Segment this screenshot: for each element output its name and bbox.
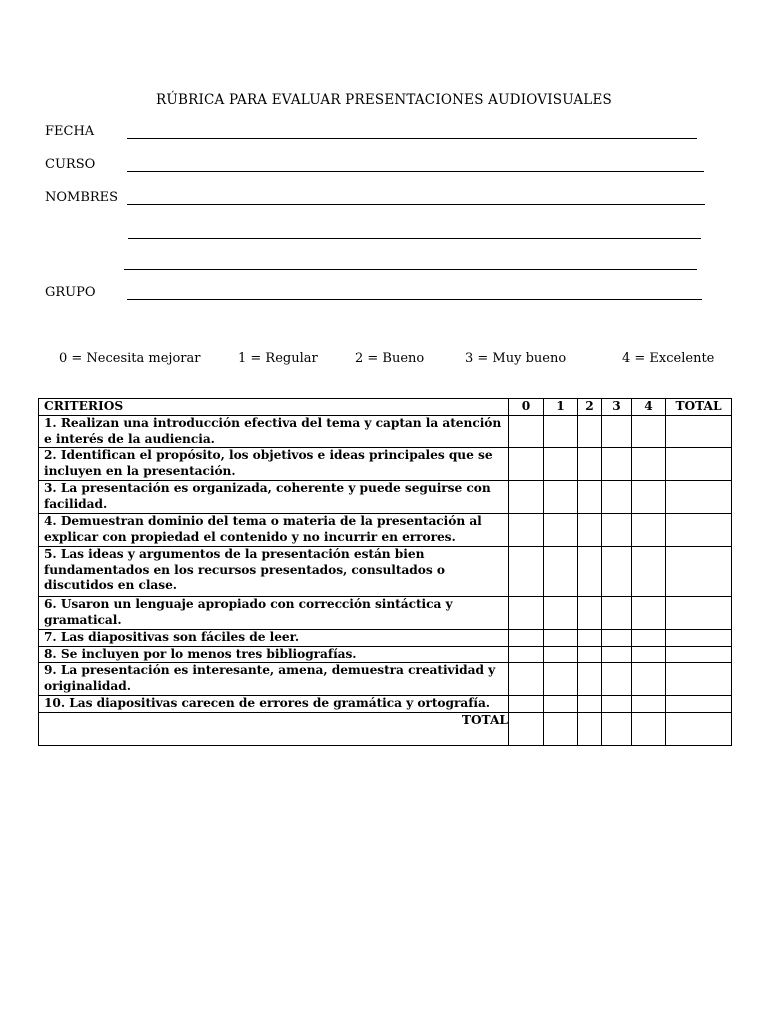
score-cell-1[interactable]: [544, 416, 578, 448]
total-cell-2[interactable]: [578, 712, 602, 745]
table-row: [39, 416, 732, 448]
header-total: TOTAL: [666, 399, 732, 416]
curso-line[interactable]: [127, 171, 704, 172]
score-cell-0[interactable]: [509, 547, 544, 597]
score-cell-4[interactable]: [632, 547, 666, 597]
header-4: 4: [632, 399, 666, 416]
score-cell-4[interactable]: [632, 481, 666, 514]
nombres-line-1[interactable]: [127, 204, 705, 205]
score-cell-2[interactable]: [578, 597, 602, 630]
score-cell-total[interactable]: [666, 448, 732, 481]
grupo-line[interactable]: [127, 299, 702, 300]
score-cell-2[interactable]: [578, 630, 602, 647]
score-cell-4[interactable]: [632, 514, 666, 547]
table-row: [39, 448, 732, 481]
criterion-text: 6. Usaron un lenguaje apropiado con corrección sintáctica y gramatical.: [39, 597, 509, 630]
score-cell-1[interactable]: [544, 481, 578, 514]
score-cell-total[interactable]: [666, 514, 732, 547]
table-row: [39, 597, 732, 630]
header-1: 1: [544, 399, 578, 416]
rubric-table: [38, 398, 732, 746]
score-cell-4[interactable]: [632, 630, 666, 647]
score-cell-3[interactable]: [602, 597, 632, 630]
score-cell-4[interactable]: [632, 448, 666, 481]
criterion-text: 10. Las diapositivas carecen de errores de gramática y ortografía.: [39, 696, 509, 713]
score-cell-3[interactable]: [602, 448, 632, 481]
nombres-label: NOMBRES: [45, 190, 119, 205]
score-cell-0[interactable]: [509, 597, 544, 630]
scale-1: 1 = Regular: [238, 351, 318, 366]
score-cell-3[interactable]: [602, 630, 632, 647]
score-cell-total[interactable]: [666, 646, 732, 663]
score-cell-3[interactable]: [602, 547, 632, 597]
score-cell-total[interactable]: [666, 481, 732, 514]
score-cell-2[interactable]: [578, 481, 602, 514]
score-cell-1[interactable]: [544, 514, 578, 547]
criterion-text: 2. Identifican el propósito, los objetivos e ideas principales que se incluyen en la presentación.: [39, 448, 509, 481]
criterion-text: 1. Realizan una introducción efectiva del tema y captan la atención e interés de la audiencia.: [39, 416, 509, 448]
score-cell-total[interactable]: [666, 416, 732, 448]
criterion-text: 3. La presentación es organizada, coherente y puede seguirse con facilidad.: [39, 481, 509, 514]
criterion-text: 4. Demuestran dominio del tema o materia de la presentación al explicar con propiedad el contenido y no incurrir en errores.: [39, 514, 509, 547]
total-cell-0[interactable]: [509, 712, 544, 745]
score-cell-4[interactable]: [632, 597, 666, 630]
nombres-line-2[interactable]: [128, 238, 701, 239]
total-label: TOTAL: [39, 712, 509, 745]
score-cell-total[interactable]: [666, 663, 732, 696]
score-cell-2[interactable]: [578, 646, 602, 663]
total-row: [39, 712, 732, 745]
criterion-text: 5. Las ideas y argumentos de la presentación están bien fundamentados en los recursos presentados, consultados o discutidos en clase.: [39, 547, 509, 597]
score-cell-total[interactable]: [666, 547, 732, 597]
score-cell-3[interactable]: [602, 646, 632, 663]
table-row: [39, 630, 732, 647]
header-3: 3: [602, 399, 632, 416]
score-cell-1[interactable]: [544, 448, 578, 481]
score-cell-0[interactable]: [509, 696, 544, 713]
scale-4: 4 = Excelente: [622, 351, 715, 366]
score-cell-1[interactable]: [544, 597, 578, 630]
criterion-text: 9. La presentación es interesante, amena, demuestra creatividad y originalidad.: [39, 663, 509, 696]
score-cell-0[interactable]: [509, 663, 544, 696]
score-cell-0[interactable]: [509, 630, 544, 647]
grupo-label: GRUPO: [45, 285, 96, 300]
score-cell-3[interactable]: [602, 514, 632, 547]
fecha-label: FECHA: [45, 124, 95, 139]
score-cell-1[interactable]: [544, 630, 578, 647]
score-cell-total[interactable]: [666, 597, 732, 630]
table-row: [39, 514, 732, 547]
curso-label: CURSO: [45, 157, 96, 172]
header-0: 0: [509, 399, 544, 416]
header-criterios: CRITERIOS: [39, 399, 509, 416]
total-cell-4[interactable]: [632, 712, 666, 745]
nombres-line-3[interactable]: [124, 269, 697, 270]
score-cell-1[interactable]: [544, 547, 578, 597]
scale-3: 3 = Muy bueno: [465, 351, 567, 366]
total-cell-3[interactable]: [602, 712, 632, 745]
score-cell-4[interactable]: [632, 416, 666, 448]
total-cell-total[interactable]: [666, 712, 732, 745]
criterion-text: 7. Las diapositivas son fáciles de leer.: [39, 630, 509, 647]
score-cell-3[interactable]: [602, 696, 632, 713]
scale-0: 0 = Necesita mejorar: [59, 351, 201, 366]
score-cell-0[interactable]: [509, 481, 544, 514]
score-cell-0[interactable]: [509, 646, 544, 663]
score-cell-1[interactable]: [544, 663, 578, 696]
score-cell-2[interactable]: [578, 416, 602, 448]
scale-2: 2 = Bueno: [355, 351, 425, 366]
score-cell-4[interactable]: [632, 646, 666, 663]
score-cell-3[interactable]: [602, 663, 632, 696]
table-header-row: [39, 399, 732, 416]
fecha-line[interactable]: [127, 138, 697, 139]
table-row: [39, 663, 732, 696]
score-cell-total[interactable]: [666, 630, 732, 647]
score-cell-2[interactable]: [578, 448, 602, 481]
score-cell-2[interactable]: [578, 547, 602, 597]
table-row: [39, 696, 732, 713]
score-cell-3[interactable]: [602, 481, 632, 514]
score-cell-4[interactable]: [632, 696, 666, 713]
total-cell-1[interactable]: [544, 712, 578, 745]
score-cell-1[interactable]: [544, 696, 578, 713]
table-row: [39, 646, 732, 663]
page-title: RÚBRICA PARA EVALUAR PRESENTACIONES AUDIOVISUALES: [156, 92, 612, 108]
table-row: [39, 547, 732, 597]
score-cell-4[interactable]: [632, 663, 666, 696]
table-row: [39, 481, 732, 514]
score-cell-2[interactable]: [578, 696, 602, 713]
score-cell-total[interactable]: [666, 696, 732, 713]
score-cell-0[interactable]: [509, 514, 544, 547]
score-cell-3[interactable]: [602, 416, 632, 448]
criterion-text: 8. Se incluyen por lo menos tres bibliografías.: [39, 646, 509, 663]
score-cell-2[interactable]: [578, 514, 602, 547]
header-2: 2: [578, 399, 602, 416]
score-cell-2[interactable]: [578, 663, 602, 696]
score-cell-0[interactable]: [509, 416, 544, 448]
score-cell-0[interactable]: [509, 448, 544, 481]
score-cell-1[interactable]: [544, 646, 578, 663]
